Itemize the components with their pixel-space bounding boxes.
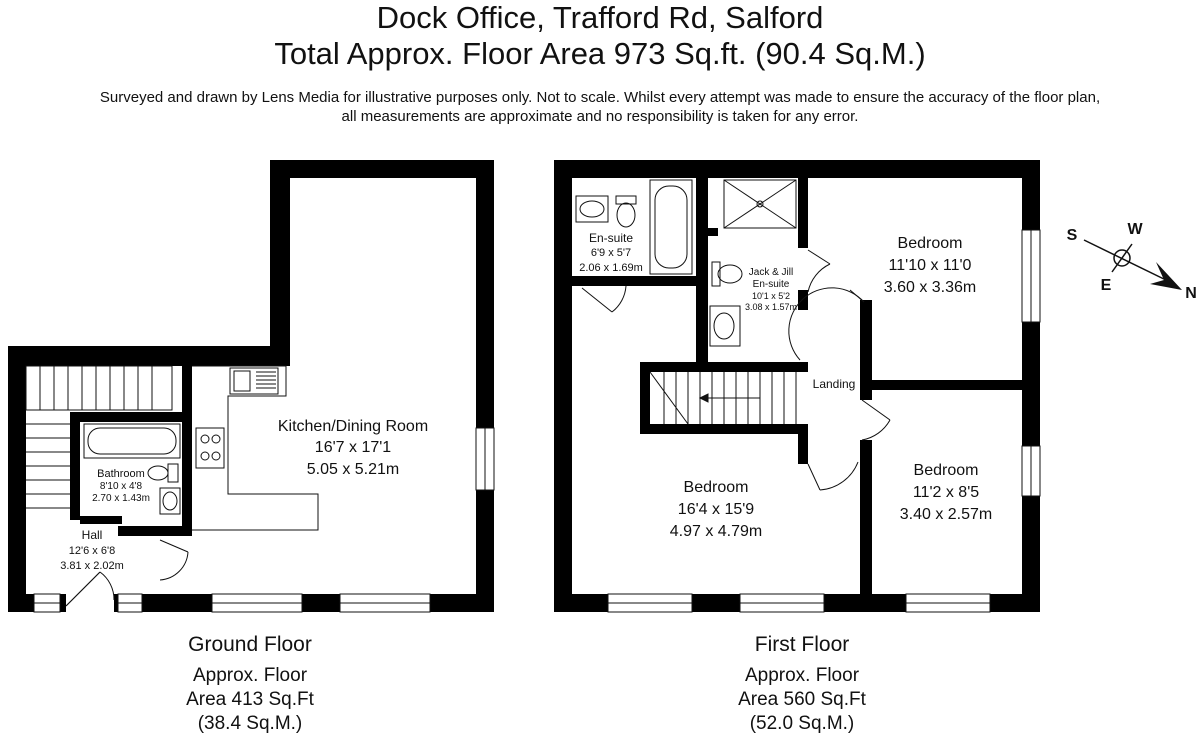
landing-right-wall-lower bbox=[860, 440, 872, 594]
hall-door bbox=[160, 540, 188, 580]
kitchen-imperial: 16'7 x 17'1 bbox=[314, 439, 392, 456]
jackjill-basin-icon bbox=[710, 306, 740, 346]
jackjill-name-line2: En-suite bbox=[752, 279, 790, 290]
disclaimer-line-1: Surveyed and drawn by Lens Media for illustrative purposes only. Not to scale. Whilst every attempt was made to ensure the accuracy of the floor plan, bbox=[99, 89, 1101, 106]
stair-enclosure-bottom bbox=[640, 424, 808, 434]
kitchen-worktop bbox=[192, 366, 318, 530]
landing-name: Landing bbox=[812, 377, 856, 391]
jackjill-imperial: 10'1 x 5'2 bbox=[752, 291, 790, 301]
ensuite-toilet-icon bbox=[616, 196, 636, 227]
first-floor-name: First Floor bbox=[754, 633, 850, 656]
bedroom-ne-imperial: 11'10 x 11'0 bbox=[888, 257, 972, 274]
hob-icon bbox=[196, 428, 224, 468]
stair-enclosure-top bbox=[640, 362, 808, 372]
jackjill-toilet-icon bbox=[712, 262, 742, 286]
ensuite-name: En-suite bbox=[588, 231, 634, 245]
hall-top-wall bbox=[118, 526, 192, 536]
jackjill-right-wall-lower bbox=[798, 290, 808, 310]
bathroom-imperial: 8'10 x 4'8 bbox=[99, 481, 143, 492]
compass-s: S bbox=[1066, 227, 1078, 244]
compass-n: N bbox=[1185, 285, 1197, 302]
bedroom-divider-wall bbox=[860, 380, 1022, 390]
bedroom-se-name: Bedroom bbox=[913, 462, 979, 479]
ground-floor-area-line3: (38.4 Sq.M.) bbox=[197, 713, 303, 734]
landing-left-wall bbox=[798, 424, 808, 464]
bathroom-wall-top bbox=[70, 412, 190, 422]
bathroom-name: Bathroom bbox=[97, 468, 145, 480]
disclaimer-line-2: all measurements are approximate and no responsibility is taken for any error. bbox=[341, 108, 859, 125]
first-floor-area-line2: Area 560 Sq.Ft bbox=[738, 689, 866, 710]
compass-w: W bbox=[1127, 221, 1143, 238]
hall-imperial: 12'6 x 6'8 bbox=[68, 545, 116, 557]
jackjill-right-wall bbox=[798, 178, 808, 248]
ensuite-imperial: 6'9 x 5'7 bbox=[590, 247, 632, 259]
hall-name: Hall bbox=[81, 528, 103, 542]
compass-icon bbox=[1067, 221, 1197, 302]
bedroom-se-metric: 3.40 x 2.57m bbox=[899, 506, 993, 523]
ground-basin-icon bbox=[160, 488, 180, 514]
ground-floor-plan bbox=[8, 160, 494, 612]
stair-enclosure-left bbox=[640, 362, 650, 434]
first-floor-plan bbox=[554, 160, 1040, 612]
shower-icon bbox=[724, 180, 796, 228]
ground-toilet-icon bbox=[148, 464, 178, 482]
total-area-heading: Total Approx. Floor Area 973 Sq.ft. (90.4 Sq.M.) bbox=[274, 36, 926, 71]
first-floor-caption bbox=[652, 632, 952, 736]
bedroom-ne-name: Bedroom bbox=[897, 235, 963, 252]
first-floor-area-line3: (52.0 Sq.M.) bbox=[749, 713, 855, 734]
kitchen-partition-wall bbox=[182, 366, 192, 536]
bedroom-main-metric: 4.97 x 4.79m bbox=[669, 523, 763, 540]
ensuite-bottom-wall bbox=[572, 276, 696, 286]
plan-title: Dock Office, Trafford Rd, Salford bbox=[376, 0, 824, 35]
ensuite-basin-icon bbox=[576, 196, 608, 222]
shower-wall bbox=[708, 228, 718, 236]
jackjill-name-line1: Jack & Jill bbox=[748, 267, 794, 278]
ensuite-metric: 2.06 x 1.69m bbox=[579, 262, 643, 274]
first-floor-stairs bbox=[650, 372, 796, 424]
bathroom-wall-bottom bbox=[80, 516, 122, 524]
hall-metric: 3.81 x 2.02m bbox=[60, 560, 124, 572]
bedroom-main-imperial: 16'4 x 15'9 bbox=[677, 501, 755, 518]
kitchen-metric: 5.05 x 5.21m bbox=[306, 461, 400, 478]
ground-bath-icon bbox=[84, 424, 180, 458]
ground-floor-caption bbox=[100, 632, 400, 736]
ground-front-door bbox=[66, 572, 114, 612]
kitchen-name: Kitchen/Dining Room bbox=[277, 418, 429, 435]
bedroom-se-imperial: 11'2 x 8'5 bbox=[912, 484, 980, 501]
compass-e: E bbox=[1100, 277, 1112, 294]
ensuite-bath-icon bbox=[650, 180, 692, 274]
ground-floor-name: Ground Floor bbox=[188, 633, 312, 656]
ground-floor-area-line1: Approx. Floor bbox=[192, 665, 308, 686]
ground-floor-area-line2: Area 413 Sq.Ft bbox=[186, 689, 314, 710]
bathroom-metric: 2.70 x 1.43m bbox=[92, 493, 150, 504]
first-floor-area-line1: Approx. Floor bbox=[744, 665, 860, 686]
bedroom-ne-metric: 3.60 x 3.36m bbox=[883, 279, 977, 296]
bathroom-wall-left bbox=[70, 412, 80, 520]
jackjill-metric: 3.08 x 1.57m bbox=[744, 302, 798, 312]
bedroom-main-name: Bedroom bbox=[683, 479, 749, 496]
ensuite-right-wall bbox=[696, 178, 708, 364]
